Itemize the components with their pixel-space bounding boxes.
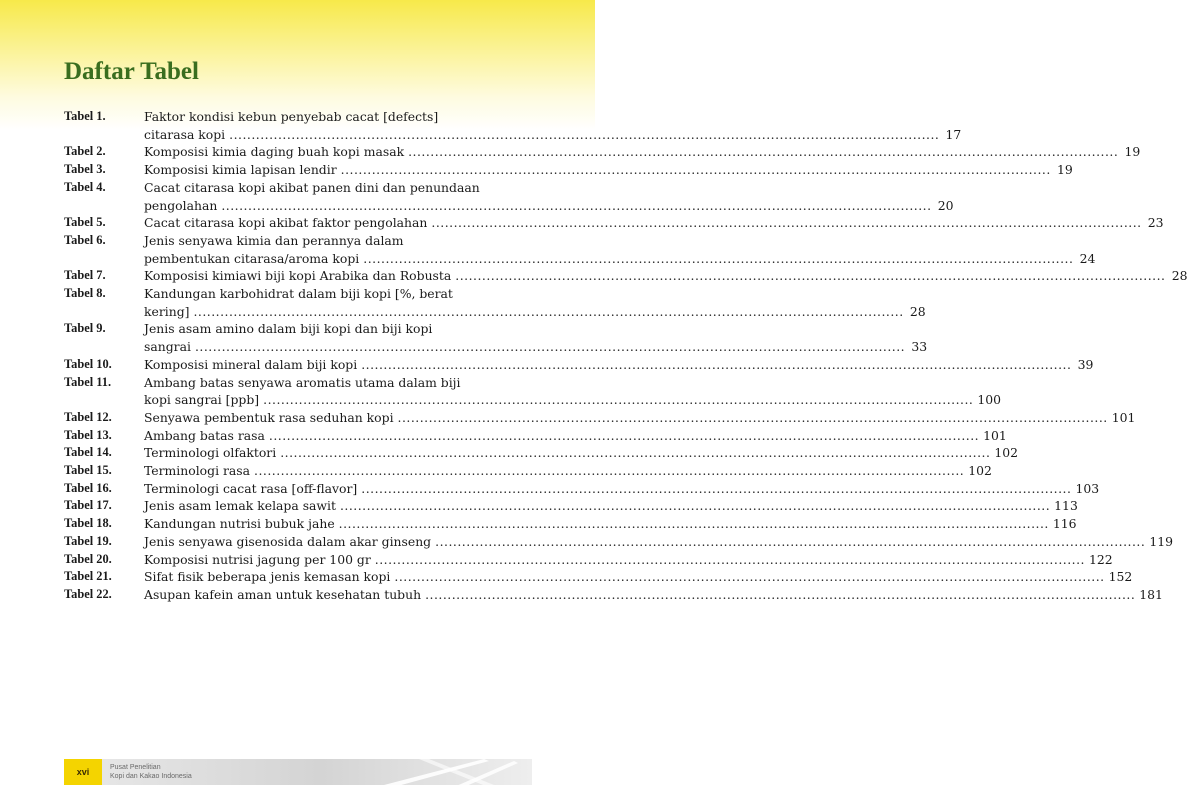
page-number-ref: 23 — [1147, 215, 1164, 231]
table-caption — [144, 427, 1007, 445]
table-caption — [144, 409, 1136, 427]
page-number-ref: 152 — [1108, 569, 1133, 585]
caption-line: Jenis asam amino dalam biji kopi dan biji kopi — [144, 321, 433, 337]
table-caption — [144, 320, 928, 355]
table-caption — [144, 179, 954, 214]
dot-leader — [193, 303, 903, 321]
caption-line — [144, 480, 1100, 498]
caption-line — [144, 197, 954, 215]
page-number-ref: 19 — [1057, 162, 1073, 178]
caption-line — [144, 409, 1136, 427]
swoosh-decoration-icon — [364, 755, 532, 789]
table-caption — [144, 533, 1173, 551]
dot-leader — [455, 267, 1165, 285]
caption-line — [144, 303, 926, 321]
dot-leader — [339, 515, 1049, 533]
table-number-label: Tabel 1. — [64, 109, 106, 123]
table-number-label: Tabel 17. — [64, 498, 112, 513]
dot-leader — [361, 356, 1071, 374]
table-number-label: Tabel 18. — [64, 516, 112, 531]
caption-line — [144, 161, 1073, 179]
dot-leader — [398, 409, 1108, 427]
table-caption — [144, 497, 1078, 515]
table-caption — [144, 515, 1077, 533]
list-item — [64, 143, 1141, 161]
dot-leader — [229, 126, 939, 144]
list-item — [64, 480, 1100, 498]
table-number-label: Tabel 5. — [64, 215, 106, 230]
list-item — [64, 427, 1007, 445]
publisher-line-2: Kopi dan Kakao Indonesia — [110, 773, 192, 780]
list-item — [64, 232, 1096, 267]
table-caption — [144, 551, 1113, 569]
dot-leader — [408, 143, 1118, 161]
table-caption — [144, 232, 1096, 267]
page-number-ref: 17 — [945, 126, 962, 142]
caption-text: Ambang batas rasa — [144, 427, 265, 443]
table-number-label: Tabel 12. — [64, 409, 112, 424]
page-number-ref: 33 — [911, 339, 928, 355]
page-number-ref: 100 — [977, 392, 1001, 408]
dot-leader — [425, 586, 1135, 604]
table-caption — [144, 143, 1141, 161]
table-caption — [144, 586, 1163, 604]
caption-line — [144, 214, 1164, 232]
caption-text: Senyawa pembentuk rasa seduhan kopi — [144, 409, 394, 425]
caption-text: Terminologi rasa — [144, 463, 251, 479]
caption-line — [144, 497, 1078, 515]
caption-line: Jenis senyawa kimia dan perannya dalam — [144, 232, 404, 248]
table-caption — [144, 161, 1073, 179]
table-list — [64, 108, 1187, 604]
page-number-ref: 101 — [1111, 409, 1136, 425]
page-number-ref: 113 — [1054, 498, 1078, 514]
table-number-label: Tabel 9. — [64, 321, 106, 336]
caption-line — [144, 586, 1163, 604]
caption-text: Asupan kafein aman untuk kesehatan tubuh — [144, 586, 422, 602]
caption-line — [144, 267, 1187, 285]
caption-line — [144, 551, 1113, 569]
list-item — [64, 374, 1001, 409]
page-number-ref: 20 — [937, 197, 954, 213]
list-item — [64, 320, 928, 355]
caption-line: Ambang batas senyawa aromatis utama dalam biji — [144, 374, 461, 390]
page-number-ref: 101 — [983, 427, 1007, 443]
table-number-label: Tabel 21. — [64, 569, 112, 584]
table-number-label: Tabel 6. — [64, 232, 106, 247]
list-item — [64, 285, 926, 320]
caption-line — [144, 126, 962, 144]
caption-line — [144, 356, 1094, 374]
table-number-label: Tabel 8. — [64, 286, 106, 301]
table-caption — [144, 267, 1187, 285]
caption-text: Komposisi mineral dalam biji kopi — [144, 356, 358, 372]
list-item — [64, 462, 992, 480]
caption-line — [144, 143, 1141, 161]
caption-text: Jenis asam lemak kelapa sawit — [144, 498, 336, 514]
page-title: Daftar Tabel — [64, 58, 199, 85]
caption-text: Jenis senyawa gisenosida dalam akar ginseng — [144, 533, 432, 549]
caption-text: Terminologi cacat rasa [off-flavor] — [144, 480, 358, 496]
dot-leader — [435, 533, 1145, 551]
page-number-ref: 116 — [1052, 516, 1077, 532]
caption-line — [144, 391, 1001, 409]
page-number-ref: 39 — [1077, 356, 1094, 372]
page-footer — [64, 755, 532, 787]
dot-leader — [269, 427, 979, 445]
caption-text: kopi sangrai [ppb] — [144, 392, 260, 408]
caption-line — [144, 568, 1133, 586]
list-item — [64, 568, 1133, 586]
caption-text: Komposisi kimiawi biji kopi Arabika dan Robusta — [144, 268, 452, 284]
table-caption — [144, 285, 926, 320]
dot-leader — [195, 338, 905, 356]
table-number-label: Tabel 13. — [64, 427, 112, 442]
dot-leader — [363, 250, 1073, 268]
dot-leader — [221, 197, 931, 215]
table-caption — [144, 214, 1164, 232]
list-item — [64, 533, 1173, 551]
list-item — [64, 214, 1164, 232]
caption-text: Cacat citarasa kopi akibat faktor pengolahan — [144, 215, 428, 231]
dot-leader — [263, 391, 973, 409]
caption-line — [144, 338, 928, 356]
caption-text: citarasa kopi — [144, 126, 226, 142]
publisher-line-1: Pusat Penelitian — [110, 764, 161, 771]
page-number-ref: 181 — [1139, 586, 1163, 602]
list-item — [64, 586, 1163, 604]
caption-text: pengolahan — [144, 197, 218, 213]
dot-leader — [254, 462, 964, 480]
table-number-label: Tabel 4. — [64, 179, 106, 194]
table-number-label: Tabel 3. — [64, 162, 106, 177]
caption-line — [144, 250, 1096, 268]
caption-text: kering] — [144, 303, 190, 319]
dot-leader — [361, 480, 1071, 498]
caption-text: Komposisi kimia lapisan lendir — [144, 162, 337, 178]
list-item — [64, 356, 1094, 374]
table-number-label: Tabel 14. — [64, 445, 112, 460]
caption-text: Komposisi kimia daging buah kopi masak — [144, 144, 405, 160]
caption-line — [144, 515, 1077, 533]
table-caption — [144, 108, 962, 143]
caption-text: Sifat fisik beberapa jenis kemasan kopi — [144, 569, 391, 585]
dot-leader — [431, 214, 1141, 232]
caption-line: Faktor kondisi kebun penyebab cacat [defects] — [144, 109, 439, 124]
caption-line: Cacat citarasa kopi akibat panen dini dan penundaan — [144, 179, 480, 195]
caption-text: pembentukan citarasa/aroma kopi — [144, 250, 360, 266]
page-number-ref: 19 — [1124, 144, 1141, 160]
caption-text: Komposisi nutrisi jagung per 100 gr — [144, 551, 371, 567]
table-caption — [144, 356, 1094, 374]
caption-text: sangrai — [144, 339, 191, 355]
list-item — [64, 108, 962, 143]
page-number-ref: 28 — [1171, 268, 1187, 284]
page-number-ref: 103 — [1075, 480, 1100, 496]
page-number-ref: 28 — [909, 303, 926, 319]
list-item — [64, 497, 1078, 515]
list-item — [64, 267, 1187, 285]
dot-leader — [340, 497, 1050, 515]
page-number-ref: 102 — [968, 463, 992, 479]
table-caption — [144, 568, 1133, 586]
caption-line — [144, 427, 1007, 445]
page-number-ref: 122 — [1088, 551, 1113, 567]
publisher-name — [110, 763, 192, 781]
page-number: xvi — [64, 759, 102, 785]
table-number-label: Tabel 2. — [64, 144, 106, 159]
dot-leader — [280, 444, 990, 462]
page-number-ref: 24 — [1079, 250, 1096, 266]
caption-line — [144, 533, 1173, 551]
table-caption — [144, 462, 992, 480]
list-item — [64, 179, 954, 214]
table-number-label: Tabel 11. — [64, 374, 112, 389]
table-number-label: Tabel 16. — [64, 480, 112, 495]
caption-text: Terminologi olfaktori — [144, 445, 277, 461]
table-number-label: Tabel 22. — [64, 586, 112, 601]
table-number-label: Tabel 19. — [64, 533, 112, 548]
table-number-label: Tabel 20. — [64, 551, 112, 566]
list-item — [64, 551, 1113, 569]
table-number-label: Tabel 7. — [64, 268, 106, 283]
page-number-ref: 102 — [994, 445, 1019, 461]
caption-line — [144, 462, 992, 480]
table-number-label: Tabel 10. — [64, 356, 112, 371]
caption-line: Kandungan karbohidrat dalam biji kopi [%, berat — [144, 286, 453, 302]
table-caption — [144, 374, 1001, 409]
page-number-ref: 119 — [1149, 533, 1173, 549]
table-caption — [144, 444, 1019, 462]
dot-leader — [375, 551, 1085, 569]
list-item — [64, 444, 1019, 462]
table-caption — [144, 480, 1100, 498]
table-number-label: Tabel 15. — [64, 463, 112, 478]
caption-line — [144, 444, 1019, 462]
dot-leader — [394, 568, 1104, 586]
list-item — [64, 515, 1077, 533]
dot-leader — [341, 161, 1051, 179]
list-item — [64, 409, 1136, 427]
list-item — [64, 161, 1073, 179]
caption-text: Kandungan nutrisi bubuk jahe — [144, 516, 335, 532]
